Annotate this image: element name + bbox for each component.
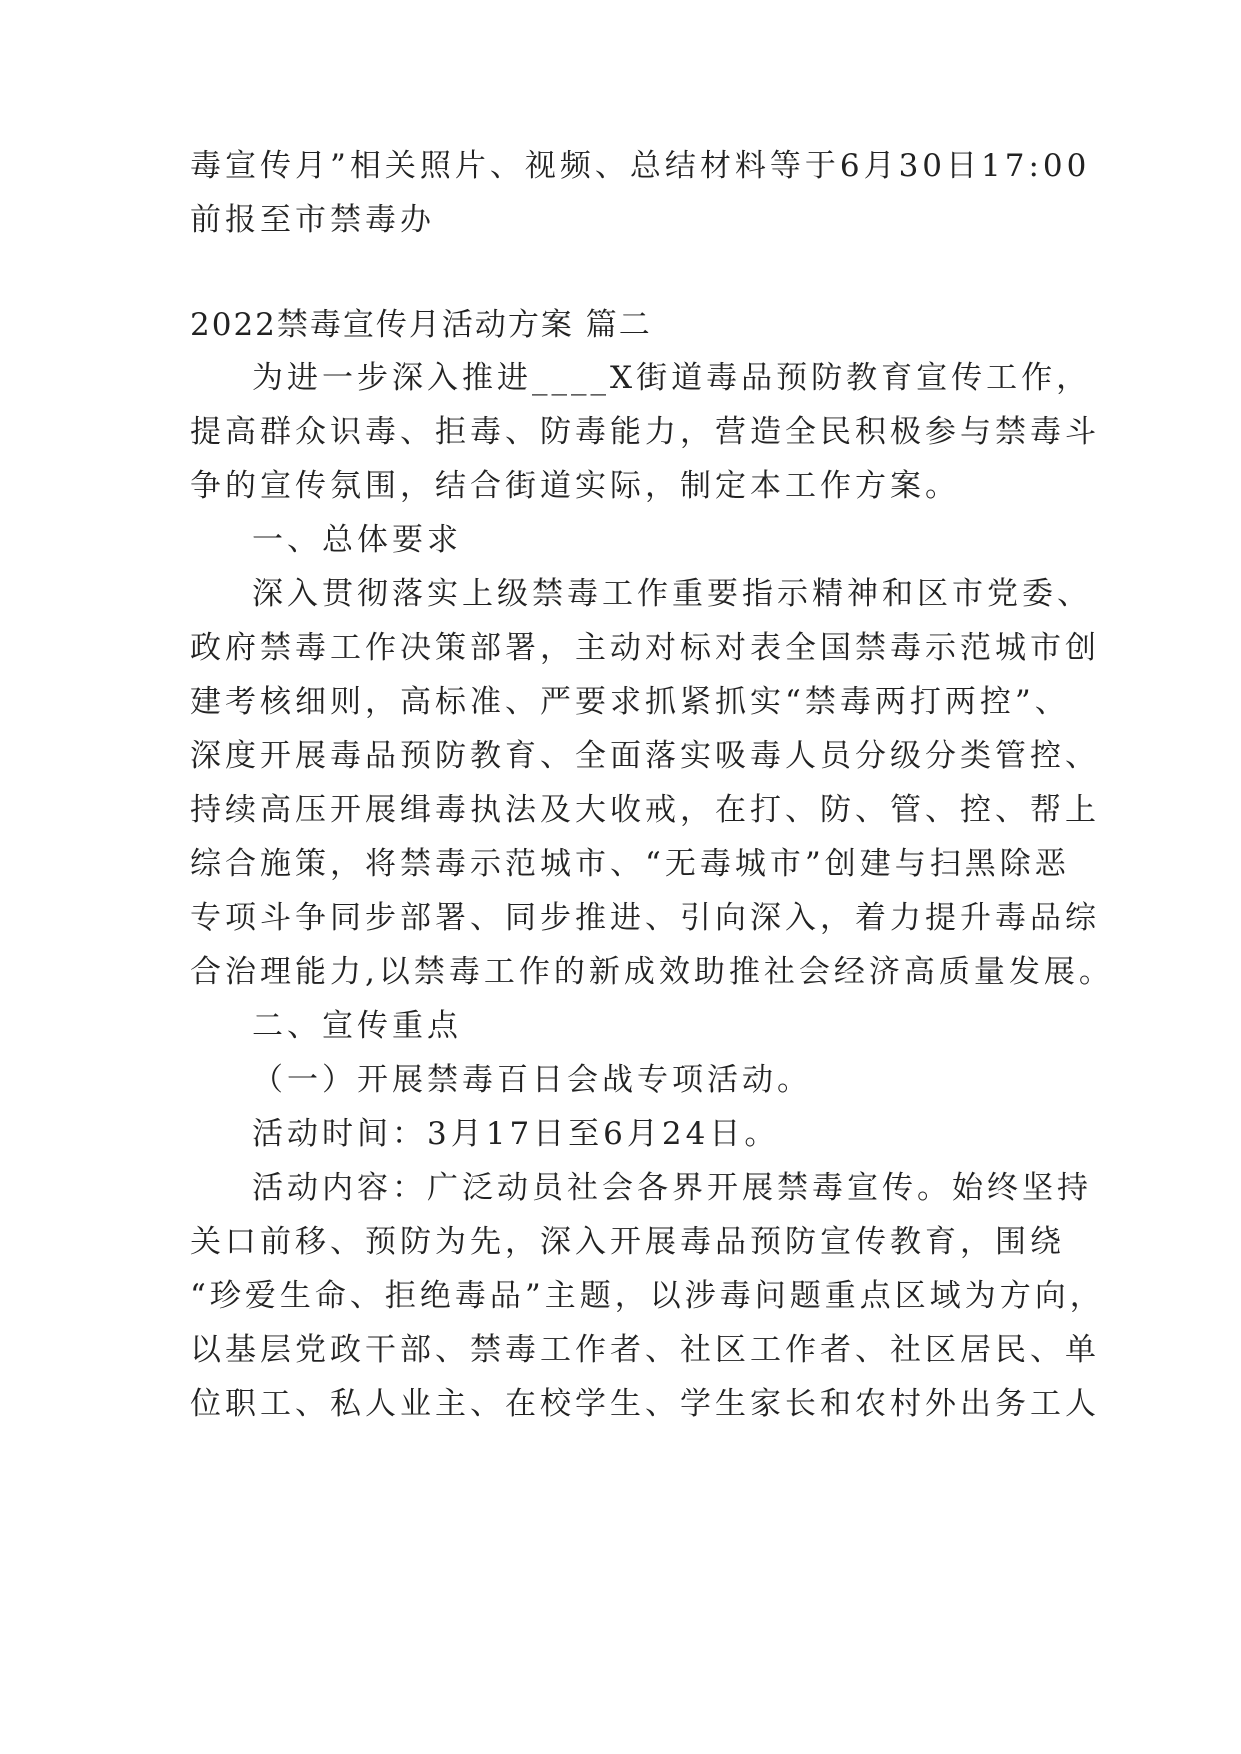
activity-content-line-3: “珍爱生命、拒绝毒品”主题，以涉毒问题重点区域为方向， <box>190 1278 1105 1314</box>
activity-content-line-2: 关口前移、预防为先，深入开展毒品预防宣传教育，围绕 <box>190 1224 1065 1260</box>
section-title: 2022禁毒宣传月活动方案 篇二 <box>190 307 652 343</box>
requirements-line-7: 专项斗争同步部署、同步推进、引向深入，着力提升毒品综 <box>190 900 1100 936</box>
requirements-line-8: 合治理能力,以禁毒工作的新成效助推社会经济高质量发展。 <box>190 954 1114 990</box>
carryover-line-1: 毒宣传月”相关照片、视频、总结材料等于6月30日17:00 <box>190 148 1091 184</box>
heading-publicity-focus: 二、宣传重点 <box>252 1008 462 1044</box>
activity-content-line-1: 活动内容：广泛动员社会各界开展禁毒宣传。始终坚持 <box>252 1170 1092 1206</box>
activity-content-line-4: 以基层党政干部、禁毒工作者、社区工作者、社区居民、单 <box>190 1332 1100 1368</box>
carryover-line-2: 前报至市禁毒办 <box>190 202 435 238</box>
requirements-line-1: 深入贯彻落实上级禁毒工作重要指示精神和区市党委、 <box>252 576 1092 612</box>
intro-line-3: 争的宣传氛围，结合街道实际，制定本工作方案。 <box>190 468 960 504</box>
intro-line-2: 提高群众识毒、拒毒、防毒能力，营造全民积极参与禁毒斗 <box>190 414 1100 450</box>
requirements-line-6: 综合施策，将禁毒示范城市、“无毒城市”创建与扫黑除恶 <box>190 846 1070 882</box>
sub-heading-campaign: （一）开展禁毒百日会战专项活动。 <box>252 1062 812 1098</box>
requirements-line-3: 建考核细则，高标准、严要求抓紧抓实“禁毒两打两控”、 <box>190 684 1070 720</box>
requirements-line-4: 深度开展毒品预防教育、全面落实吸毒人员分级分类管控、 <box>190 738 1100 774</box>
requirements-line-5: 持续高压开展缉毒执法及大收戒，在打、防、管、控、帮上 <box>190 792 1100 828</box>
activity-time: 活动时间：3月17日至6月24日。 <box>252 1116 780 1152</box>
activity-content-line-5: 位职工、私人业主、在校学生、学生家长和农村外出务工人 <box>190 1386 1100 1422</box>
requirements-line-2: 政府禁毒工作决策部署，主动对标对表全国禁毒示范城市创 <box>190 630 1100 666</box>
heading-general-requirements: 一、总体要求 <box>252 522 462 558</box>
intro-line-1: 为进一步深入推进____X街道毒品预防教育宣传工作， <box>252 360 1092 396</box>
